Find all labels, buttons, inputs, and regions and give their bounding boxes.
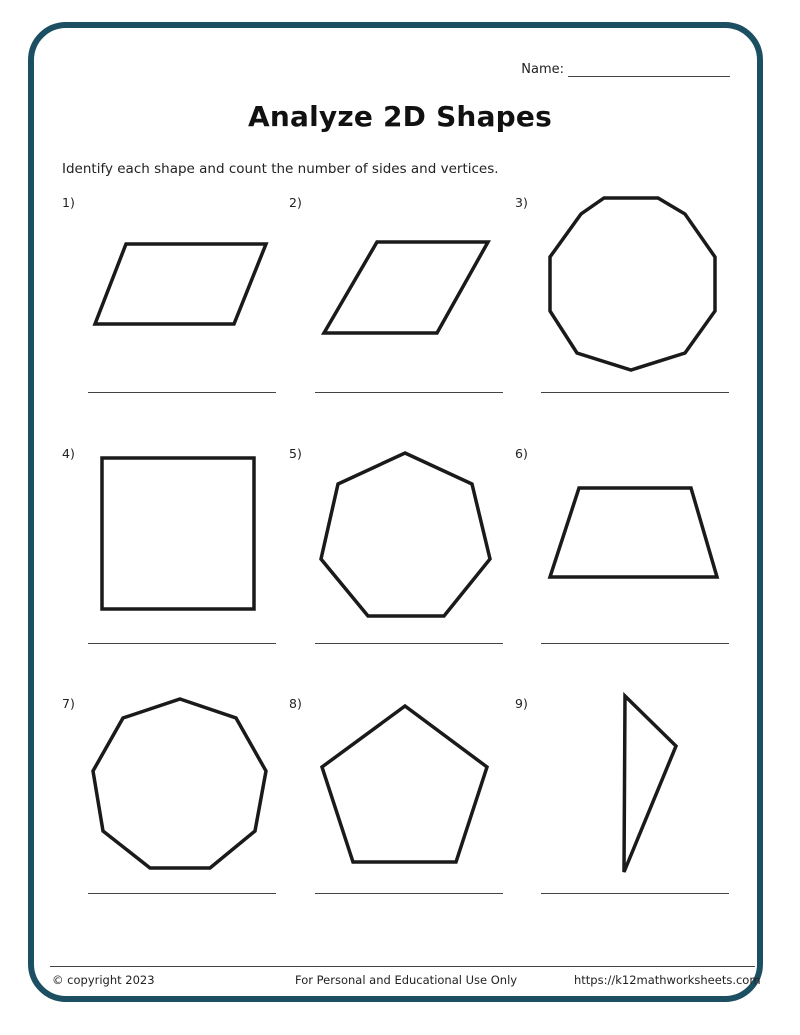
problem-number: 7) — [62, 696, 75, 711]
problem-number: 1) — [62, 195, 75, 210]
problem-number: 3) — [515, 195, 528, 210]
copyright-text: © copyright 2023 — [52, 973, 155, 987]
problem-3 — [515, 195, 743, 445]
footer-divider — [50, 966, 755, 967]
instructions: Identify each shape and count the number of sides and vertices. — [62, 161, 499, 177]
square-shape — [62, 446, 290, 696]
answer-line[interactable] — [541, 392, 729, 393]
heptagon-shape — [289, 446, 517, 696]
usage-text: For Personal and Educational Use Only — [295, 973, 518, 987]
problem-4 — [62, 446, 290, 696]
answer-line[interactable] — [541, 893, 729, 894]
triangle-shape — [515, 696, 743, 946]
problem-number: 4) — [62, 446, 75, 461]
answer-line[interactable] — [88, 893, 276, 894]
problem-5 — [289, 446, 517, 696]
nonagon-shape — [62, 696, 290, 946]
problem-8 — [289, 696, 517, 946]
problem-6 — [515, 446, 743, 696]
rhombus-shape — [289, 195, 517, 445]
answer-line[interactable] — [541, 643, 729, 644]
trapezoid-shape — [515, 446, 743, 696]
problem-number: 9) — [515, 696, 528, 711]
pentagon-shape — [289, 696, 517, 946]
problem-number: 5) — [289, 446, 302, 461]
name-label: Name: — [521, 62, 564, 77]
problem-number: 2) — [289, 195, 302, 210]
problem-9 — [515, 696, 743, 946]
answer-line[interactable] — [315, 392, 503, 393]
decagon-shape — [515, 195, 743, 445]
problem-number: 8) — [289, 696, 302, 711]
problem-2 — [289, 195, 517, 445]
answer-line[interactable] — [88, 643, 276, 644]
answer-line[interactable] — [315, 893, 503, 894]
problem-1 — [62, 195, 290, 445]
worksheet-title: Analyze 2D Shapes — [248, 100, 552, 133]
answer-line[interactable] — [88, 392, 276, 393]
parallelogram-shape — [62, 195, 290, 445]
problem-7 — [62, 696, 290, 946]
problem-number: 6) — [515, 446, 528, 461]
answer-line[interactable] — [315, 643, 503, 644]
website-link[interactable]: https://k12mathworksheets.com — [574, 973, 761, 987]
